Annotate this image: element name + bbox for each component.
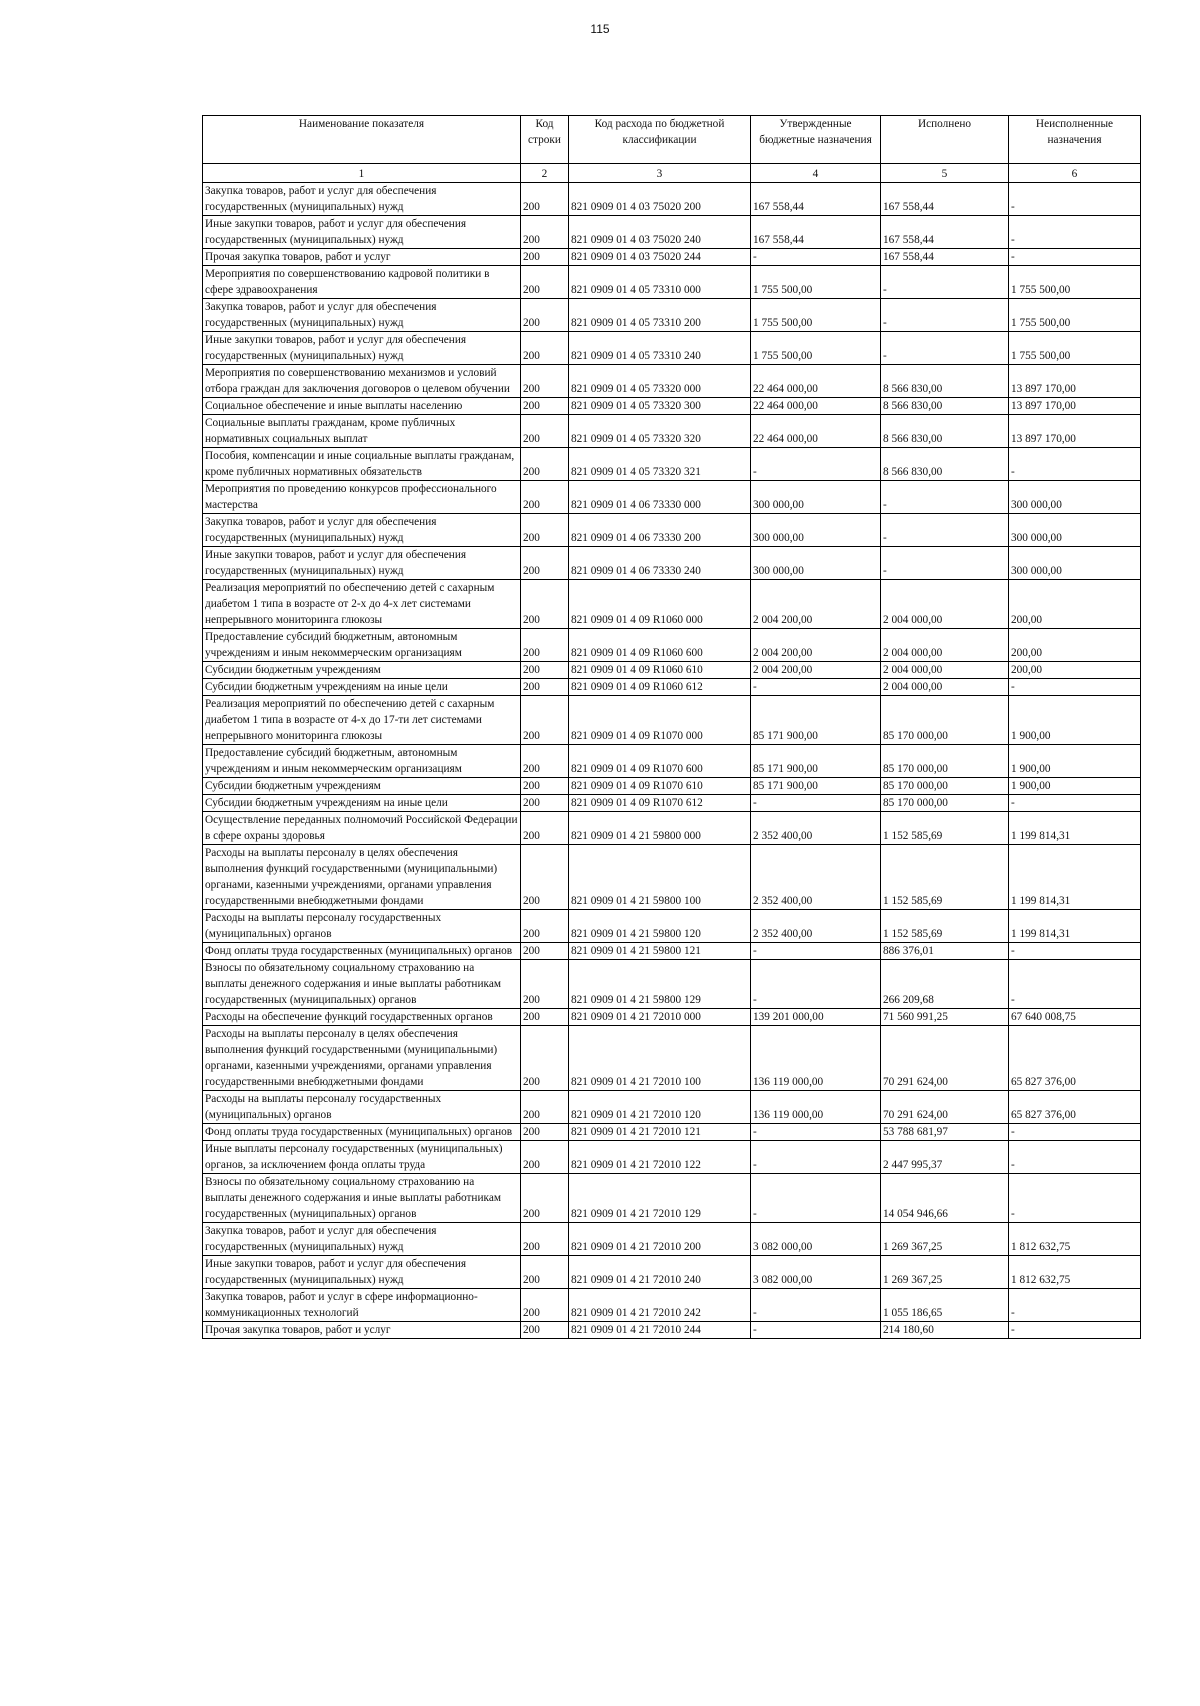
row-executed: 70 291 624,00 [881, 1091, 1009, 1124]
row-budget-code: 821 0909 01 4 05 73320 300 [569, 398, 751, 415]
table-row [203, 778, 1141, 795]
row-name: Закупка товаров, работ и услуг для обеспечения государственных (муниципальных) нужд [203, 299, 521, 332]
row-line-code: 200 [521, 299, 569, 332]
table-body [203, 183, 1141, 1339]
row-name: Фонд оплаты труда государственных (муниципальных) органов [203, 943, 521, 960]
row-approved: 85 171 900,00 [751, 696, 881, 745]
row-unexecuted: 300 000,00 [1009, 514, 1141, 547]
table-row [203, 1124, 1141, 1141]
table-row [203, 448, 1141, 481]
table-row [203, 1174, 1141, 1223]
row-name: Предоставление субсидий бюджетным, автономным учреждениям и иным некоммерческим организациям [203, 629, 521, 662]
row-executed: 167 558,44 [881, 249, 1009, 266]
header-unexecuted: Неисполненные назначения [1009, 116, 1141, 164]
row-approved: 139 201 000,00 [751, 1009, 881, 1026]
row-budget-code: 821 0909 01 4 03 75020 200 [569, 183, 751, 216]
row-unexecuted: 65 827 376,00 [1009, 1091, 1141, 1124]
row-line-code: 200 [521, 745, 569, 778]
row-approved: - [751, 1124, 881, 1141]
row-approved: 3 082 000,00 [751, 1256, 881, 1289]
row-budget-code: 821 0909 01 4 21 72010 121 [569, 1124, 751, 1141]
row-approved: 136 119 000,00 [751, 1026, 881, 1091]
row-executed: 8 566 830,00 [881, 365, 1009, 398]
row-executed: 14 054 946,66 [881, 1174, 1009, 1223]
row-unexecuted: - [1009, 795, 1141, 812]
table-row [203, 481, 1141, 514]
table-row [203, 1026, 1141, 1091]
row-line-code: 200 [521, 943, 569, 960]
row-name: Закупка товаров, работ и услуг в сфере информационно-коммуникационных технологий [203, 1289, 521, 1322]
row-name: Иные закупки товаров, работ и услуг для обеспечения государственных (муниципальных) нужд [203, 547, 521, 580]
row-executed: - [881, 481, 1009, 514]
row-executed: 8 566 830,00 [881, 415, 1009, 448]
row-approved: 85 171 900,00 [751, 745, 881, 778]
row-line-code: 200 [521, 448, 569, 481]
row-unexecuted: - [1009, 960, 1141, 1009]
row-name: Взносы по обязательному социальному страхованию на выплаты денежного содержания и иные выплаты работникам государственных (муниципальных) органов [203, 960, 521, 1009]
column-number: 4 [751, 164, 881, 183]
row-unexecuted: - [1009, 1322, 1141, 1339]
table-row [203, 1256, 1141, 1289]
column-number: 3 [569, 164, 751, 183]
table-row [203, 332, 1141, 365]
row-line-code: 200 [521, 1223, 569, 1256]
row-unexecuted: 1 199 814,31 [1009, 845, 1141, 910]
row-name: Субсидии бюджетным учреждениям на иные цели [203, 795, 521, 812]
column-number-row [203, 164, 1141, 183]
header-budget-code: Код расхода по бюджетной классификации [569, 116, 751, 164]
row-line-code: 200 [521, 1009, 569, 1026]
table-row [203, 299, 1141, 332]
table-row [203, 266, 1141, 299]
row-budget-code: 821 0909 01 4 05 73310 240 [569, 332, 751, 365]
row-budget-code: 821 0909 01 4 09 R1060 600 [569, 629, 751, 662]
table-row [203, 629, 1141, 662]
row-unexecuted: - [1009, 1124, 1141, 1141]
row-name: Иные закупки товаров, работ и услуг для обеспечения государственных (муниципальных) нужд [203, 332, 521, 365]
row-line-code: 200 [521, 1289, 569, 1322]
row-name: Мероприятия по совершенствованию кадровой политики в сфере здравоохранения [203, 266, 521, 299]
table-row [203, 1091, 1141, 1124]
row-line-code: 200 [521, 629, 569, 662]
row-approved: 2 352 400,00 [751, 812, 881, 845]
row-name: Иные выплаты персоналу государственных (муниципальных) органов, за исключением фонда оплаты труда [203, 1141, 521, 1174]
row-unexecuted: - [1009, 216, 1141, 249]
row-executed: 1 152 585,69 [881, 812, 1009, 845]
row-line-code: 200 [521, 1141, 569, 1174]
table-row [203, 696, 1141, 745]
row-line-code: 200 [521, 332, 569, 365]
row-approved: - [751, 448, 881, 481]
row-name: Субсидии бюджетным учреждениям [203, 778, 521, 795]
row-approved: 1 755 500,00 [751, 299, 881, 332]
row-approved: - [751, 1322, 881, 1339]
row-name: Иные закупки товаров, работ и услуг для обеспечения государственных (муниципальных) нужд [203, 1256, 521, 1289]
row-budget-code: 821 0909 01 4 06 73330 240 [569, 547, 751, 580]
row-budget-code: 821 0909 01 4 21 72010 120 [569, 1091, 751, 1124]
table-row [203, 745, 1141, 778]
row-budget-code: 821 0909 01 4 09 R1070 612 [569, 795, 751, 812]
table-row [203, 1141, 1141, 1174]
row-executed: 8 566 830,00 [881, 398, 1009, 415]
row-budget-code: 821 0909 01 4 05 73320 000 [569, 365, 751, 398]
table-row [203, 662, 1141, 679]
header-executed: Исполнено [881, 116, 1009, 164]
row-line-code: 200 [521, 514, 569, 547]
row-unexecuted: 300 000,00 [1009, 547, 1141, 580]
row-unexecuted: 1 812 632,75 [1009, 1256, 1141, 1289]
table-row [203, 812, 1141, 845]
row-line-code: 200 [521, 365, 569, 398]
row-budget-code: 821 0909 01 4 21 72010 244 [569, 1322, 751, 1339]
row-line-code: 200 [521, 1026, 569, 1091]
row-executed: 214 180,60 [881, 1322, 1009, 1339]
row-unexecuted: - [1009, 183, 1141, 216]
row-budget-code: 821 0909 01 4 21 59800 120 [569, 910, 751, 943]
row-budget-code: 821 0909 01 4 21 72010 122 [569, 1141, 751, 1174]
row-line-code: 200 [521, 696, 569, 745]
row-executed: 2 004 000,00 [881, 580, 1009, 629]
row-executed: 1 055 186,65 [881, 1289, 1009, 1322]
row-approved: 3 082 000,00 [751, 1223, 881, 1256]
row-name: Пособия, компенсации и иные социальные выплаты гражданам, кроме публичных нормативных обязательств [203, 448, 521, 481]
row-approved: - [751, 249, 881, 266]
row-unexecuted: - [1009, 679, 1141, 696]
row-approved: - [751, 943, 881, 960]
table-row [203, 249, 1141, 266]
row-executed: 266 209,68 [881, 960, 1009, 1009]
row-line-code: 200 [521, 795, 569, 812]
table-row [203, 580, 1141, 629]
row-name: Расходы на выплаты персоналу в целях обеспечения выполнения функций государственными (муниципальными) органами, казенными учреждениями, органами управления государственными внебюджетными фондами [203, 1026, 521, 1091]
row-executed: 1 152 585,69 [881, 845, 1009, 910]
row-budget-code: 821 0909 01 4 05 73320 320 [569, 415, 751, 448]
row-name: Закупка товаров, работ и услуг для обеспечения государственных (муниципальных) нужд [203, 183, 521, 216]
row-executed: 71 560 991,25 [881, 1009, 1009, 1026]
row-unexecuted: 200,00 [1009, 662, 1141, 679]
row-approved: 300 000,00 [751, 547, 881, 580]
row-executed: 70 291 624,00 [881, 1026, 1009, 1091]
row-approved: - [751, 1174, 881, 1223]
row-unexecuted: 65 827 376,00 [1009, 1026, 1141, 1091]
row-executed: 85 170 000,00 [881, 795, 1009, 812]
row-line-code: 200 [521, 812, 569, 845]
row-executed: 1 152 585,69 [881, 910, 1009, 943]
row-executed: 53 788 681,97 [881, 1124, 1009, 1141]
row-budget-code: 821 0909 01 4 06 73330 000 [569, 481, 751, 514]
row-executed: 85 170 000,00 [881, 745, 1009, 778]
row-name: Закупка товаров, работ и услуг для обеспечения государственных (муниципальных) нужд [203, 514, 521, 547]
row-approved: - [751, 1141, 881, 1174]
row-line-code: 200 [521, 679, 569, 696]
row-name: Субсидии бюджетным учреждениям на иные цели [203, 679, 521, 696]
row-unexecuted: 1 199 814,31 [1009, 910, 1141, 943]
row-budget-code: 821 0909 01 4 05 73310 200 [569, 299, 751, 332]
column-number: 1 [203, 164, 521, 183]
row-unexecuted: - [1009, 943, 1141, 960]
row-budget-code: 821 0909 01 4 09 R1070 600 [569, 745, 751, 778]
row-budget-code: 821 0909 01 4 21 59800 129 [569, 960, 751, 1009]
row-approved: 2 004 200,00 [751, 580, 881, 629]
row-unexecuted: 1 755 500,00 [1009, 266, 1141, 299]
row-budget-code: 821 0909 01 4 03 75020 244 [569, 249, 751, 266]
row-line-code: 200 [521, 1256, 569, 1289]
table-row [203, 547, 1141, 580]
row-unexecuted: 1 812 632,75 [1009, 1223, 1141, 1256]
row-approved: - [751, 1289, 881, 1322]
row-name: Прочая закупка товаров, работ и услуг [203, 1322, 521, 1339]
table-row [203, 943, 1141, 960]
row-unexecuted: 13 897 170,00 [1009, 415, 1141, 448]
row-budget-code: 821 0909 01 4 09 R1060 612 [569, 679, 751, 696]
budget-execution-table [202, 115, 1141, 1339]
row-approved: 167 558,44 [751, 216, 881, 249]
row-line-code: 200 [521, 547, 569, 580]
row-budget-code: 821 0909 01 4 09 R1060 610 [569, 662, 751, 679]
row-name: Субсидии бюджетным учреждениям [203, 662, 521, 679]
row-line-code: 200 [521, 398, 569, 415]
table-row [203, 845, 1141, 910]
row-unexecuted: - [1009, 249, 1141, 266]
row-unexecuted: 13 897 170,00 [1009, 398, 1141, 415]
row-approved: 300 000,00 [751, 514, 881, 547]
header-indicator-name: Наименование показателя [203, 116, 521, 164]
row-budget-code: 821 0909 01 4 05 73320 321 [569, 448, 751, 481]
row-name: Социальное обеспечение и иные выплаты населению [203, 398, 521, 415]
row-executed: 167 558,44 [881, 216, 1009, 249]
table-row [203, 365, 1141, 398]
row-unexecuted: 1 900,00 [1009, 778, 1141, 795]
row-budget-code: 821 0909 01 4 21 72010 000 [569, 1009, 751, 1026]
row-budget-code: 821 0909 01 4 09 R1070 000 [569, 696, 751, 745]
row-approved: 22 464 000,00 [751, 398, 881, 415]
row-unexecuted: - [1009, 1141, 1141, 1174]
table-row [203, 398, 1141, 415]
row-unexecuted: 1 755 500,00 [1009, 332, 1141, 365]
row-unexecuted: 67 640 008,75 [1009, 1009, 1141, 1026]
row-name: Расходы на выплаты персоналу государственных (муниципальных) органов [203, 1091, 521, 1124]
table-row [203, 183, 1141, 216]
table-row [203, 795, 1141, 812]
row-name: Предоставление субсидий бюджетным, автономным учреждениям и иным некоммерческим организациям [203, 745, 521, 778]
row-line-code: 200 [521, 415, 569, 448]
row-name: Мероприятия по совершенствованию механизмов и условий отбора граждан для заключения договоров о целевом обучении [203, 365, 521, 398]
row-approved: 2 352 400,00 [751, 845, 881, 910]
row-unexecuted: 1 199 814,31 [1009, 812, 1141, 845]
row-name: Расходы на выплаты персоналу в целях обеспечения выполнения функций государственными (муниципальными) органами, казенными учреждениями, органами управления государственными внебюджетными фондами [203, 845, 521, 910]
column-number: 2 [521, 164, 569, 183]
row-executed: 2 004 000,00 [881, 662, 1009, 679]
row-budget-code: 821 0909 01 4 21 59800 100 [569, 845, 751, 910]
column-number: 6 [1009, 164, 1141, 183]
row-unexecuted: - [1009, 1289, 1141, 1322]
row-line-code: 200 [521, 910, 569, 943]
row-unexecuted: - [1009, 448, 1141, 481]
row-executed: - [881, 547, 1009, 580]
row-budget-code: 821 0909 01 4 09 R1060 000 [569, 580, 751, 629]
table-row [203, 679, 1141, 696]
row-name: Социальные выплаты гражданам, кроме публичных нормативных социальных выплат [203, 415, 521, 448]
row-executed: 886 376,01 [881, 943, 1009, 960]
row-budget-code: 821 0909 01 4 06 73330 200 [569, 514, 751, 547]
row-line-code: 200 [521, 1091, 569, 1124]
row-line-code: 200 [521, 778, 569, 795]
row-budget-code: 821 0909 01 4 05 73310 000 [569, 266, 751, 299]
row-line-code: 200 [521, 845, 569, 910]
row-executed: - [881, 514, 1009, 547]
table-row [203, 1009, 1141, 1026]
row-executed: 2 447 995,37 [881, 1141, 1009, 1174]
row-executed: - [881, 266, 1009, 299]
row-executed: 85 170 000,00 [881, 778, 1009, 795]
row-name: Реализация мероприятий по обеспечению детей с сахарным диабетом 1 типа в возрасте от 2-х до 4-х лет системами непрерывного мониторинга глюкозы [203, 580, 521, 629]
row-unexecuted: 13 897 170,00 [1009, 365, 1141, 398]
table-row [203, 1322, 1141, 1339]
row-approved: 167 558,44 [751, 183, 881, 216]
row-executed: 8 566 830,00 [881, 448, 1009, 481]
row-name: Мероприятия по проведению конкурсов профессионального мастерства [203, 481, 521, 514]
header-approved: Утвержденные бюджетные назначения [751, 116, 881, 164]
row-line-code: 200 [521, 249, 569, 266]
row-budget-code: 821 0909 01 4 21 59800 121 [569, 943, 751, 960]
row-line-code: 200 [521, 960, 569, 1009]
row-unexecuted: 1 900,00 [1009, 745, 1141, 778]
row-approved: 1 755 500,00 [751, 332, 881, 365]
row-approved: 300 000,00 [751, 481, 881, 514]
row-line-code: 200 [521, 481, 569, 514]
row-unexecuted: 200,00 [1009, 629, 1141, 662]
table-row [203, 415, 1141, 448]
row-line-code: 200 [521, 1124, 569, 1141]
row-name: Расходы на выплаты персоналу государственных (муниципальных) органов [203, 910, 521, 943]
row-name: Взносы по обязательному социальному страхованию на выплаты денежного содержания и иные выплаты работникам государственных (муниципальных) органов [203, 1174, 521, 1223]
row-executed: 2 004 000,00 [881, 629, 1009, 662]
row-executed: 2 004 000,00 [881, 679, 1009, 696]
row-executed: - [881, 332, 1009, 365]
table-row [203, 910, 1141, 943]
row-name: Прочая закупка товаров, работ и услуг [203, 249, 521, 266]
row-approved: - [751, 795, 881, 812]
row-executed: 1 269 367,25 [881, 1223, 1009, 1256]
table-row [203, 216, 1141, 249]
row-name: Фонд оплаты труда государственных (муниципальных) органов [203, 1124, 521, 1141]
row-approved: 2 004 200,00 [751, 662, 881, 679]
row-approved: 136 119 000,00 [751, 1091, 881, 1124]
row-budget-code: 821 0909 01 4 21 72010 242 [569, 1289, 751, 1322]
row-budget-code: 821 0909 01 4 21 72010 200 [569, 1223, 751, 1256]
column-number: 5 [881, 164, 1009, 183]
header-line-code: Код строки [521, 116, 569, 164]
row-budget-code: 821 0909 01 4 03 75020 240 [569, 216, 751, 249]
row-executed: 167 558,44 [881, 183, 1009, 216]
row-line-code: 200 [521, 266, 569, 299]
row-line-code: 200 [521, 183, 569, 216]
row-line-code: 200 [521, 580, 569, 629]
row-approved: 2 352 400,00 [751, 910, 881, 943]
row-budget-code: 821 0909 01 4 21 72010 100 [569, 1026, 751, 1091]
row-approved: 22 464 000,00 [751, 365, 881, 398]
row-approved: 85 171 900,00 [751, 778, 881, 795]
table-row [203, 960, 1141, 1009]
row-approved: 2 004 200,00 [751, 629, 881, 662]
row-approved: - [751, 679, 881, 696]
page-number: 115 [590, 22, 610, 36]
row-budget-code: 821 0909 01 4 21 72010 240 [569, 1256, 751, 1289]
table-row [203, 1223, 1141, 1256]
row-approved: 22 464 000,00 [751, 415, 881, 448]
row-unexecuted: 300 000,00 [1009, 481, 1141, 514]
row-name: Расходы на обеспечение функций государственных органов [203, 1009, 521, 1026]
row-executed: 1 269 367,25 [881, 1256, 1009, 1289]
table-row [203, 514, 1141, 547]
row-budget-code: 821 0909 01 4 21 59800 000 [569, 812, 751, 845]
row-line-code: 200 [521, 1174, 569, 1223]
table-header [203, 116, 1141, 183]
row-executed: - [881, 299, 1009, 332]
row-name: Закупка товаров, работ и услуг для обеспечения государственных (муниципальных) нужд [203, 1223, 521, 1256]
row-line-code: 200 [521, 216, 569, 249]
row-unexecuted: 1 755 500,00 [1009, 299, 1141, 332]
row-name: Иные закупки товаров, работ и услуг для обеспечения государственных (муниципальных) нужд [203, 216, 521, 249]
row-unexecuted: 200,00 [1009, 580, 1141, 629]
table-row [203, 1289, 1141, 1322]
row-unexecuted: 1 900,00 [1009, 696, 1141, 745]
row-unexecuted: - [1009, 1174, 1141, 1223]
row-budget-code: 821 0909 01 4 21 72010 129 [569, 1174, 751, 1223]
row-name: Реализация мероприятий по обеспечению детей с сахарным диабетом 1 типа в возрасте от 4-х до 17-ти лет системами непрерывного мониторинга глюкозы [203, 696, 521, 745]
row-line-code: 200 [521, 662, 569, 679]
row-name: Осуществление переданных полномочий Российской Федерации в сфере охраны здоровья [203, 812, 521, 845]
header-row [203, 116, 1141, 164]
row-line-code: 200 [521, 1322, 569, 1339]
row-approved: 1 755 500,00 [751, 266, 881, 299]
row-executed: 85 170 000,00 [881, 696, 1009, 745]
row-approved: - [751, 960, 881, 1009]
row-budget-code: 821 0909 01 4 09 R1070 610 [569, 778, 751, 795]
